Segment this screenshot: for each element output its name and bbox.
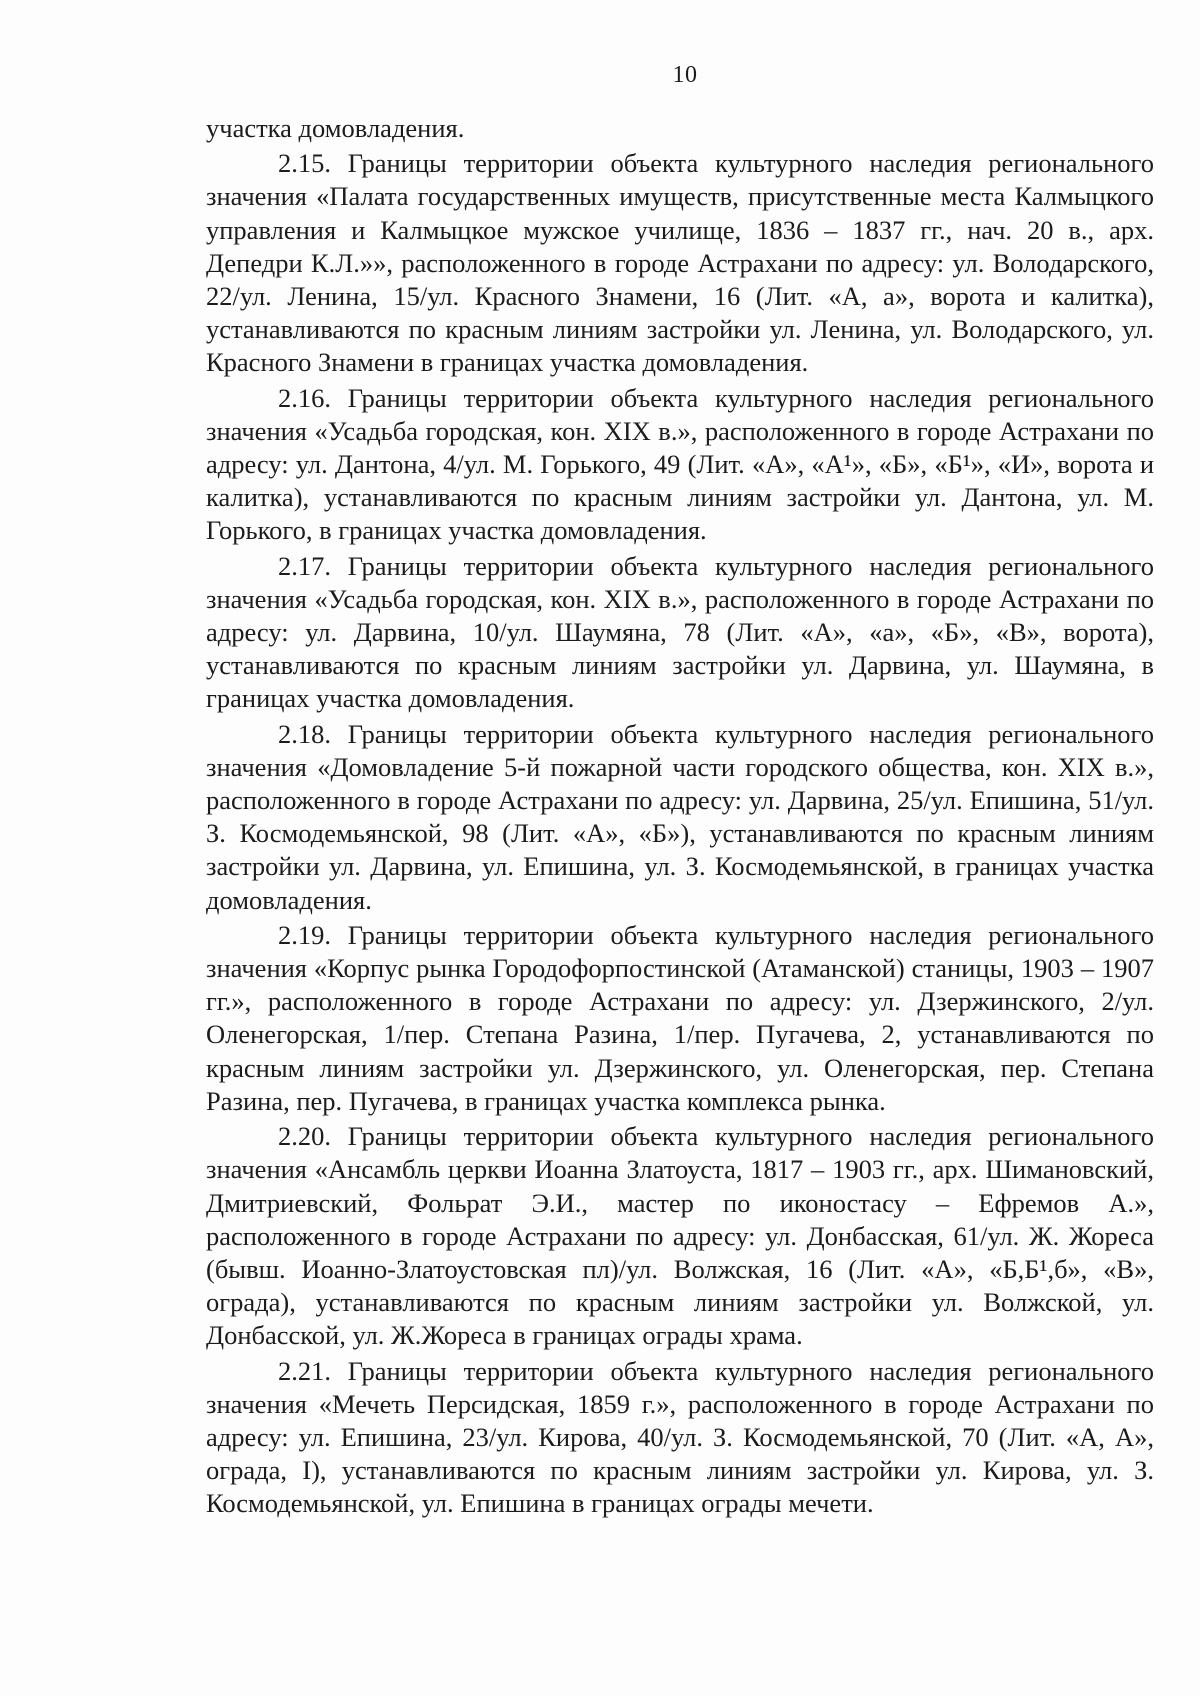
paragraph-2-16: 2.16. Границы территории объекта культурного наследия регионального значения «Усадьба городская, кон. XIX в.», расположенного в городе Астрахани по адресу: ул. Дантона, 4/ул. М. Горького, 49 (Лит. «А», «А¹», «Б», «Б¹», «И», ворота и калитка), устанавливаются по красным линиям застройки ул. Дантона, ул. М. Горького, в границах участка домовладения. [206, 382, 1154, 546]
paragraph-2-20: 2.20. Границы территории объекта культурного наследия регионального значения «Ансамбль церкви Иоанна Златоуста, 1817 – 1903 гг., арх. Шимановский, Дмитриевский, Фольрат Э.И., мастер по иконостасу – Ефремов А.», расположенного в городе Астрахани по адресу: ул. Донбасская, 61/ул. Ж. Жореса (бывш. Иоанно-Златоустовская пл)/ул. Волжская, 16 (Лит. «А», «Б,Б¹,б», «В», ограда), устанавливаются по красным линиям застройки ул. Волжской, ул. Донбасской, ул. Ж.Жореса в границах ограды храма. [206, 1121, 1154, 1351]
paragraph-2-17: 2.17. Границы территории объекта культурного наследия регионального значения «Усадьба городская, кон. XIX в.», расположенного в городе Астрахани по адресу: ул. Дарвина, 10/ул. Шаумяна, 78 (Лит. «А», «а», «Б», «В», ворота), устанавливаются по красным линиям застройки ул. Дарвина, ул. Шаумяна, в границах участка домовладения. [206, 550, 1154, 714]
page-number: 10 [672, 62, 698, 88]
paragraph-2-21: 2.21. Границы территории объекта культурного наследия регионального значения «Мечеть Персидская, 1859 г.», расположенного в городе Астрахани по адресу: ул. Епишина, 23/ул. Кирова, 40/ул. З. Космодемьянской, 70 (Лит. «А, А», ограда, I), устанавливаются по красным линиям застройки ул. Кирова, ул. З. Космодемьянской, ул. Епишина в границах ограды мечети. [206, 1355, 1154, 1519]
document-body [206, 112, 1154, 1521]
paragraph-2-15: 2.15. Границы территории объекта культурного наследия регионального значения «Палата государственных имуществ, присутственные места Калмыцкого управления и Калмыцкое мужское училище, 1836 – 1837 гг., нач. 20 в., арх. Депедри К.Л.»», расположенного в городе Астрахани по адресу: ул. Володарского, 22/ул. Ленина, 15/ул. Красного Знамени, 16 (Лит. «А, а», ворота и калитка), устанавливаются по красным линиям застройки ул. Ленина, ул. Володарского, ул. Красного Знамени в границах участка домовладения. [206, 148, 1154, 378]
paragraph-2-19: 2.19. Границы территории объекта культурного наследия регионального значения «Корпус рынка Городофорпостинской (Атаманской) станицы, 1903 – 1907 гг.», расположенного в городе Астрахани по адресу: ул. Дзержинского, 2/ул. Оленегорская, 1/пер. Степана Разина, 1/пер. Пугачева, 2, устанавливаются по красным линиям застройки ул. Дзержинского, ул. Оленегорская, пер. Степана Разина, пер. Пугачева, в границах участка комплекса рынка. [206, 919, 1154, 1116]
continuation-line: участка домовладения. [206, 113, 465, 143]
paragraph-2-18: 2.18. Границы территории объекта культурного наследия регионального значения «Домовладение 5-й пожарной части городского общества, кон. XIX в.», расположенного в городе Астрахани по адресу: ул. Дарвина, 25/ул. Епишина, 51/ул. З. Космодемьянской, 98 (Лит. «А», «Б»), устанавливаются по красным линиям застройки ул. Дарвина, ул. Епишина, ул. З. Космодемьянской, в границах участка домовладения. [206, 718, 1154, 915]
